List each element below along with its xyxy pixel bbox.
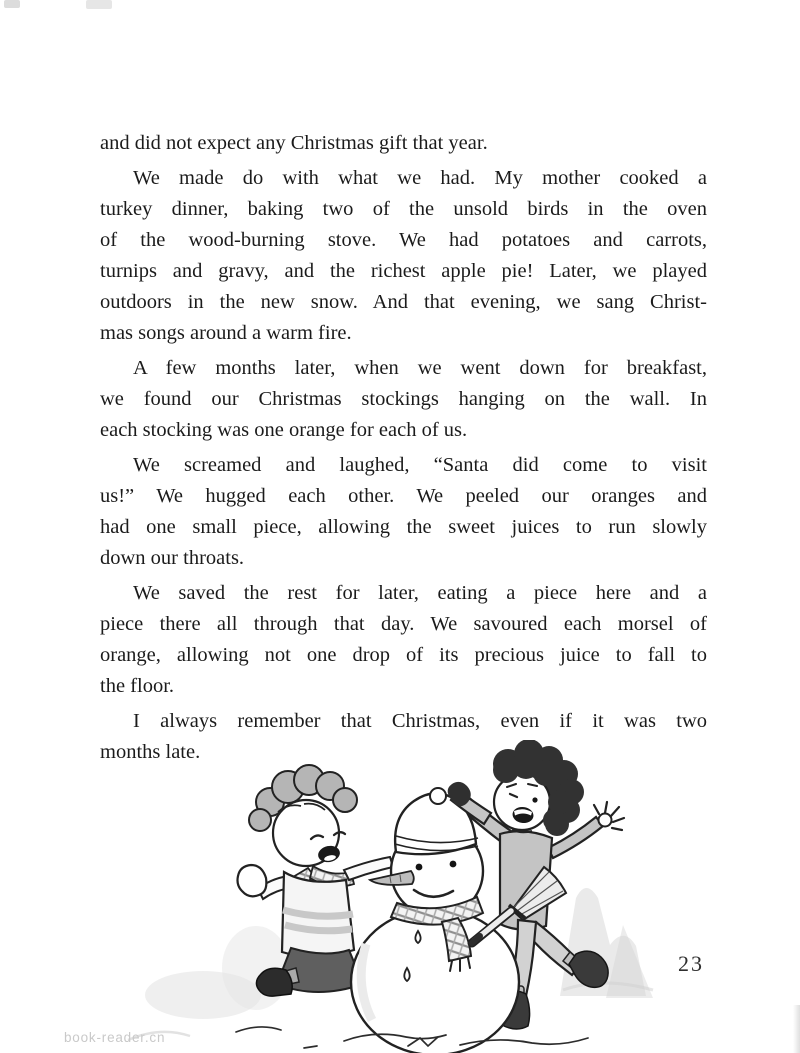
scan-artifact <box>86 0 112 9</box>
paragraph <box>100 353 707 446</box>
paragraph <box>100 578 707 702</box>
text-line: I always remember that Christmas, even if it was two <box>133 710 707 732</box>
text-line: We made do with what we had. My mother cooked a <box>133 167 707 189</box>
text-line: turnips and gravy, and the richest apple pie! Later, we played <box>100 260 707 282</box>
text-line: the floor. <box>100 675 175 697</box>
text-line: orange, allowing not one drop of its precious juice to fall to <box>100 644 707 666</box>
text-line: each stocking was one orange for each of us. <box>100 419 468 441</box>
paragraph <box>100 128 707 159</box>
text-line: We screamed and laughed, “Santa did come to visit <box>133 454 707 476</box>
text-line: turkey dinner, baking two of the unsold birds in the oven <box>100 198 707 220</box>
girl-boot <box>256 968 292 996</box>
text-line: and did not expect any Christmas gift that year. <box>100 132 488 154</box>
text-line: down our throats. <box>100 547 245 569</box>
boy-open-hand <box>599 814 612 827</box>
girl-mitten <box>238 865 267 896</box>
scan-edge-shadow <box>793 1005 800 1053</box>
watermark: book-reader.cn <box>64 1030 166 1045</box>
text-line: we found our Christmas stockings hanging on the wall. In <box>100 388 707 410</box>
paragraph <box>100 163 707 349</box>
text-line: mas songs around a warm fire. <box>100 322 352 344</box>
text-line: of the wood-burning stove. We had potatoes and carrots, <box>100 229 707 251</box>
scan-artifact <box>4 0 20 8</box>
paragraph <box>100 450 707 574</box>
text-line: A few months later, when we went down for breakfast, <box>133 357 707 379</box>
text-line: us!” We hugged each other. We peeled our oranges and <box>100 485 707 507</box>
text-line: months late. <box>100 741 201 763</box>
text-block <box>100 128 707 772</box>
text-line: had one small piece, allowing the sweet juices to run slowly <box>100 516 707 538</box>
text-line: piece there all through that day. We savoured each morsel of <box>100 613 707 635</box>
text-line: outdoors in the new snow. And that evening, we sang Christ- <box>100 291 707 313</box>
page-number: 23 <box>678 951 704 976</box>
text-line: We saved the rest for later, eating a piece here and a <box>133 582 707 604</box>
illustration-children-snowman <box>108 740 692 1053</box>
